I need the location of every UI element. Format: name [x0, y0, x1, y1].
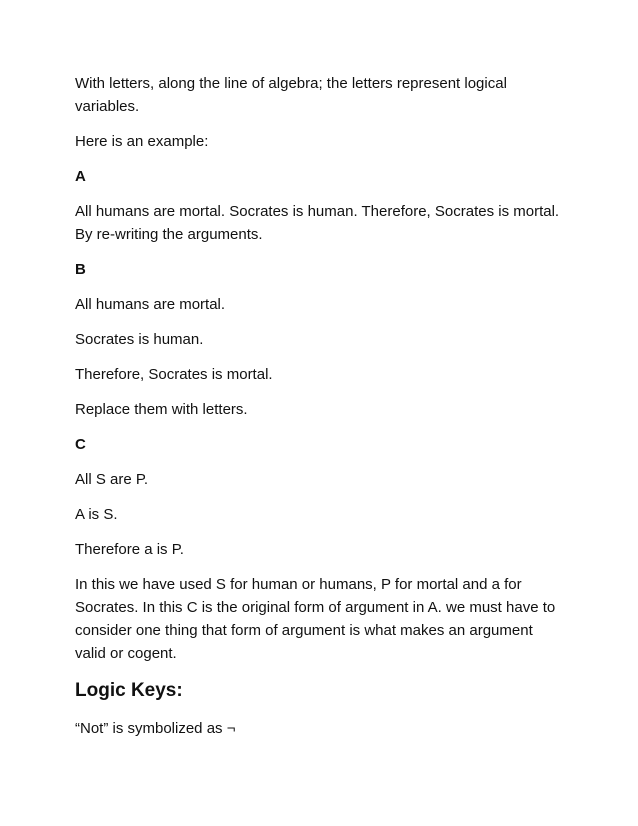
replace-line: Replace them with letters.	[75, 401, 248, 418]
c-line-3: Therefore a is P.	[75, 541, 184, 558]
paragraph-a: All humans are mortal. Socrates is human. Therefore, Socrates is mortal. By re-writing the arguments.	[75, 203, 560, 243]
not-symbol-line: “Not” is symbolized as ¬	[75, 720, 236, 737]
b-line-1: All humans are mortal.	[75, 296, 226, 313]
section-label-c: C	[75, 436, 86, 453]
intro-paragraph: With letters, along the line of algebra; the letters represent logical variables.	[75, 75, 507, 115]
section-label-a: A	[75, 168, 86, 185]
section-label-b: B	[75, 261, 86, 278]
c-line-2: A is S.	[75, 506, 118, 523]
b-line-3: Therefore, Socrates is mortal.	[75, 366, 273, 383]
explanation-paragraph: In this we have used S for human or humans, P for mortal and a for Socrates. In this C is the original form of argument in A. we must have to consider one thing that form of argument is what makes an argument valid or cogent.	[75, 576, 556, 662]
example-intro: Here is an example:	[75, 133, 209, 150]
b-line-2: Socrates is human.	[75, 331, 204, 348]
document-body	[75, 72, 565, 752]
logic-keys-heading: Logic Keys:	[75, 680, 183, 701]
c-line-1: All S are P.	[75, 471, 149, 488]
